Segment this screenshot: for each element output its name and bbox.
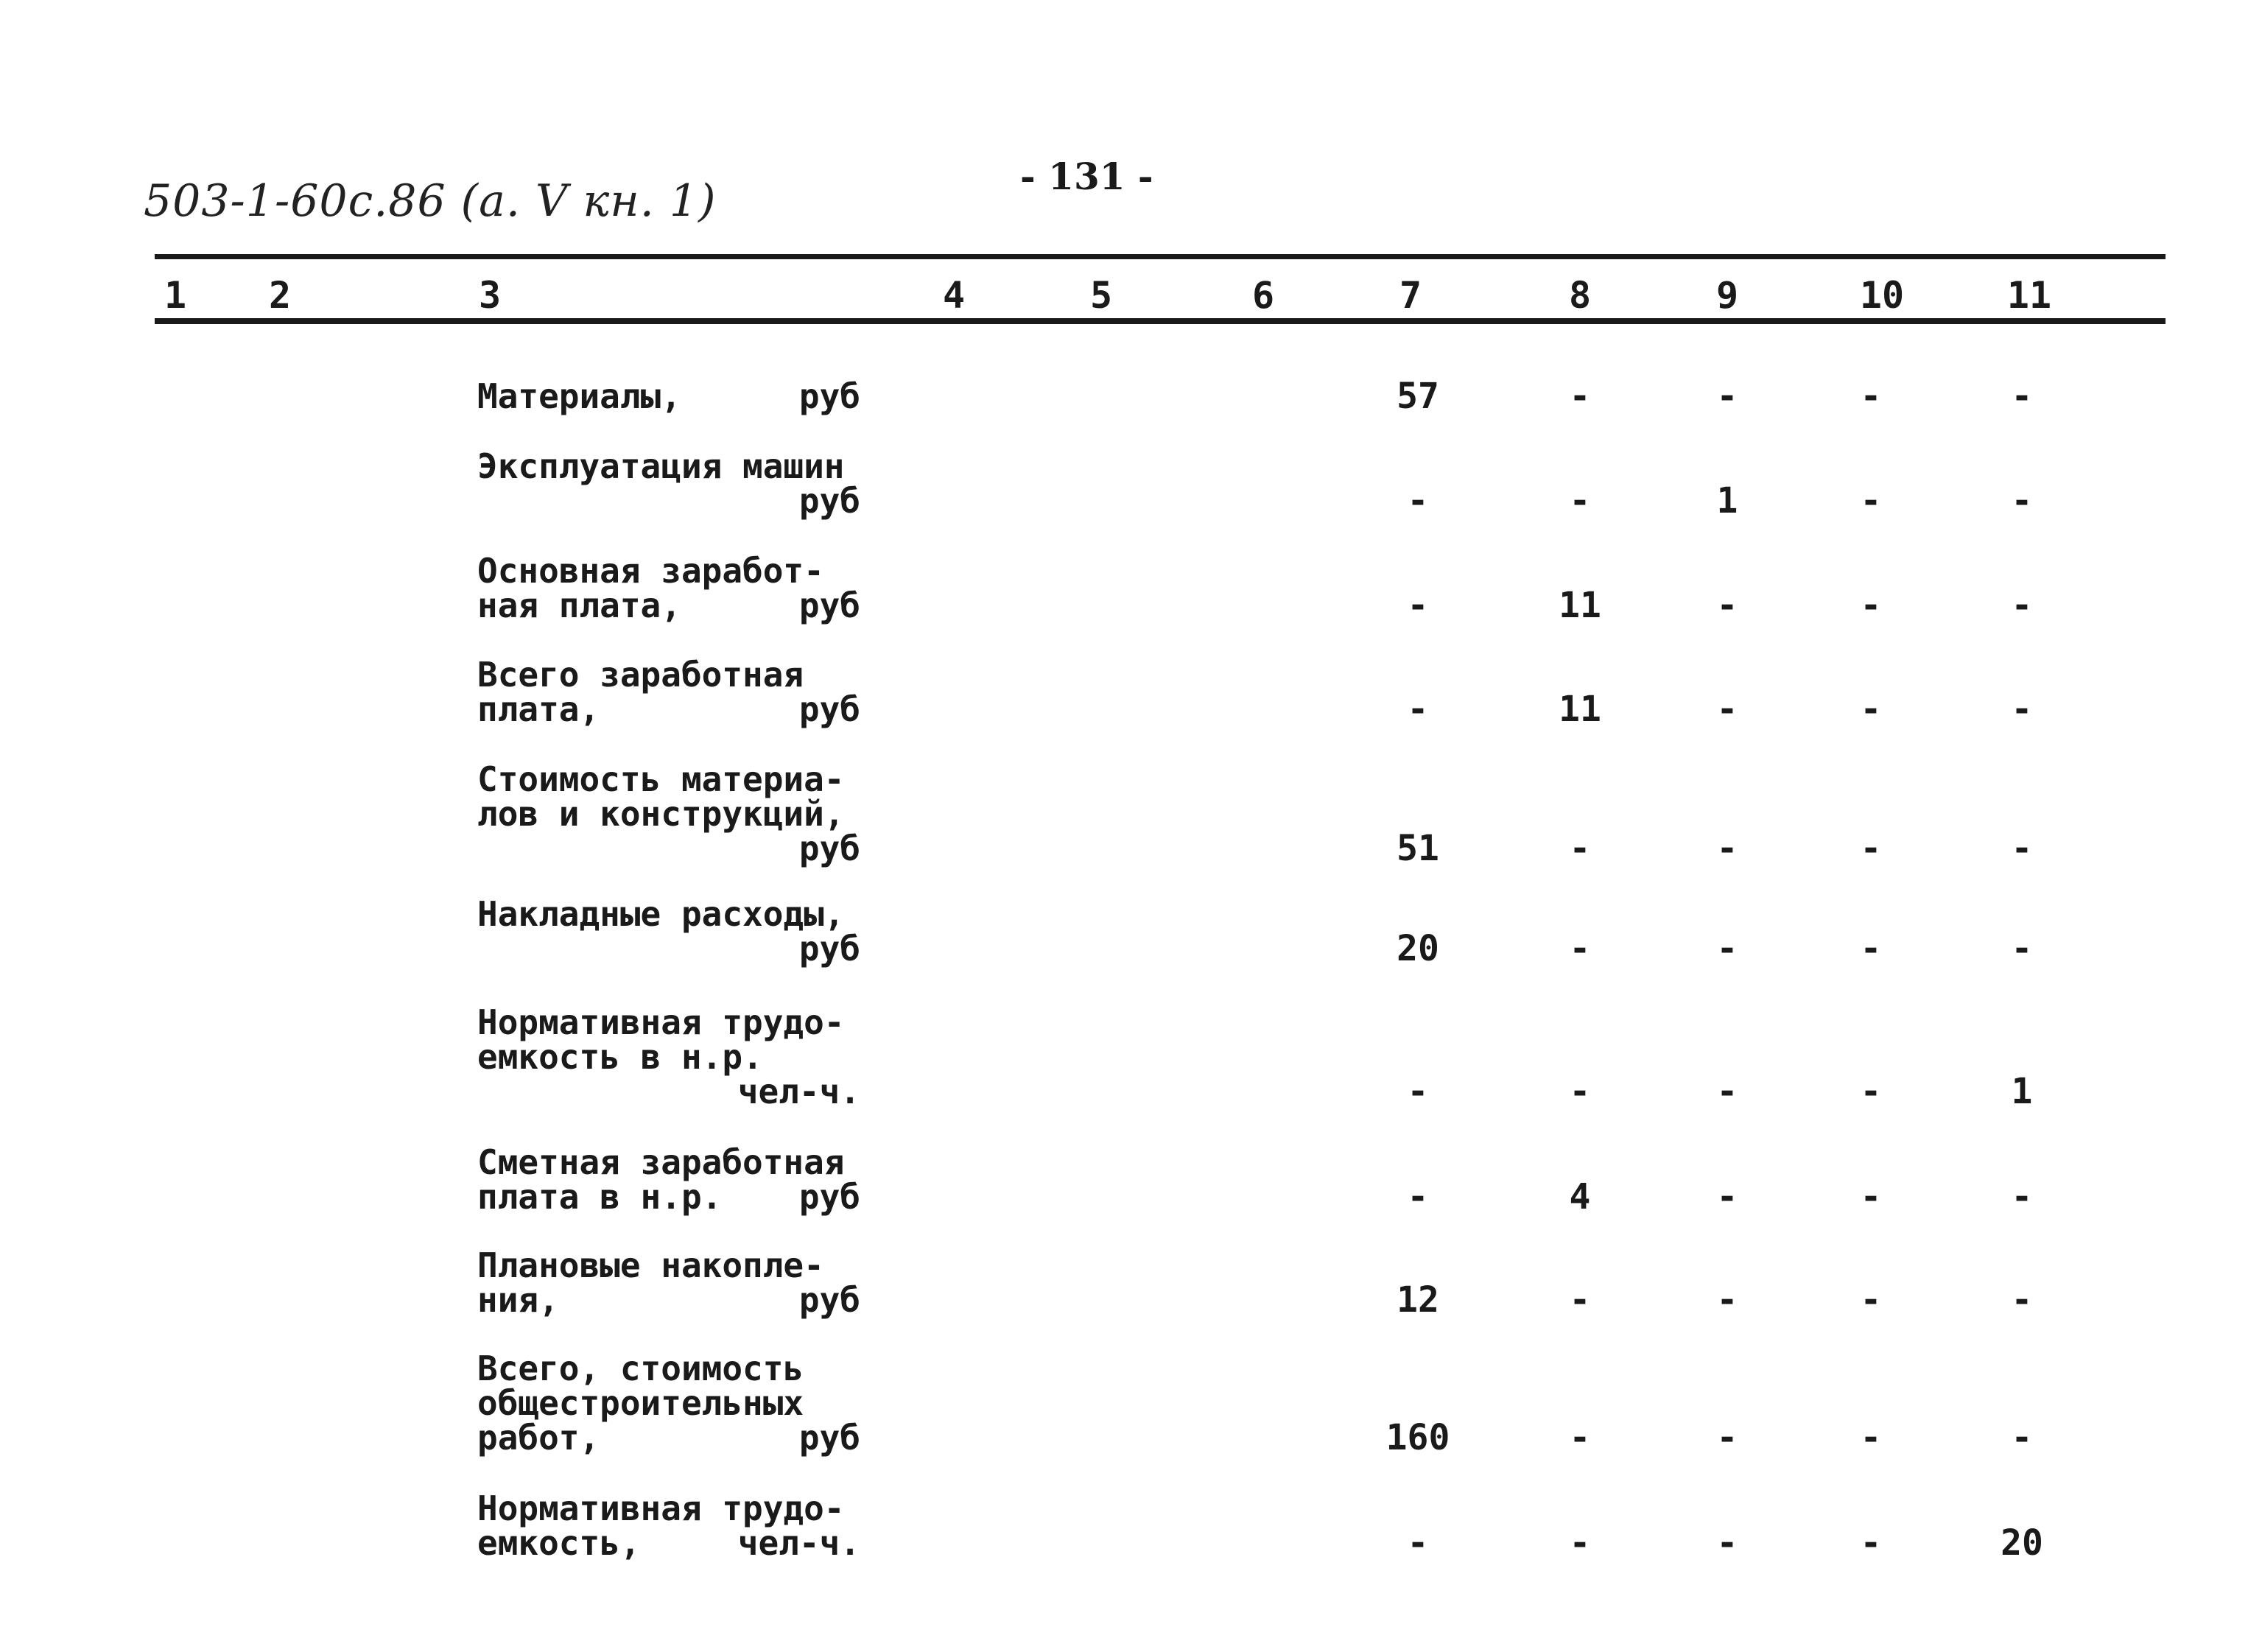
value-col-9: -	[1716, 689, 1738, 730]
row-label-line	[477, 1280, 860, 1320]
value-col-7: 12	[1397, 1279, 1439, 1321]
value-col-8: -	[1569, 1417, 1591, 1458]
row-label-line: Нормативная трудо-	[477, 1488, 845, 1528]
row-label-line: Нормативная трудо-	[477, 1002, 845, 1042]
row-label-text: ния,	[477, 1280, 559, 1320]
value-col-10: -	[1860, 1522, 1882, 1564]
page-number: - 131 -	[1020, 155, 1153, 198]
value-col-10: -	[1860, 1176, 1882, 1217]
value-col-9: -	[1716, 1522, 1738, 1564]
value-col-9: -	[1716, 1176, 1738, 1217]
row-label-text: Материалы,	[477, 376, 681, 416]
value-col-11: -	[2011, 928, 2033, 969]
row-unit: руб	[798, 586, 860, 625]
row-unit: чел-ч.	[737, 1523, 860, 1563]
value-col-8: 11	[1559, 689, 1601, 730]
value-col-9: -	[1716, 828, 1738, 869]
value-col-11: -	[2011, 1417, 2033, 1458]
value-col-8: 4	[1569, 1176, 1591, 1217]
row-label-line	[477, 1418, 860, 1458]
row-label-line: Всего заработная	[477, 655, 804, 695]
row-label-line: Сметная заработная	[477, 1142, 845, 1182]
value-col-11: -	[2011, 480, 2033, 521]
row-label	[477, 446, 860, 521]
row-label-line: лов и конструкций,	[477, 794, 845, 834]
row-label-line: Эксплуатация машин	[477, 446, 845, 486]
row-unit: руб	[798, 1280, 860, 1320]
table-rule-top	[155, 254, 2166, 259]
value-col-7: -	[1407, 1071, 1429, 1112]
value-col-7: -	[1407, 585, 1429, 626]
row-label	[477, 1002, 860, 1111]
column-number-3: 3	[478, 274, 502, 317]
column-number-10: 10	[1859, 274, 1905, 317]
column-number-2: 2	[268, 274, 292, 317]
column-number-11: 11	[2006, 274, 2052, 317]
row-label-line	[477, 689, 860, 729]
row-label	[477, 655, 860, 729]
value-col-7: -	[1407, 689, 1429, 730]
column-number-4: 4	[942, 274, 966, 317]
value-col-11: -	[2011, 828, 2033, 869]
value-col-10: -	[1860, 689, 1882, 730]
row-label	[477, 551, 860, 625]
row-unit: руб	[798, 689, 860, 729]
row-label-line	[477, 376, 860, 416]
row-unit: руб	[798, 829, 860, 868]
value-col-7: 160	[1385, 1417, 1450, 1458]
value-col-9: -	[1716, 1417, 1738, 1458]
column-number-6: 6	[1251, 274, 1275, 317]
value-col-10: -	[1860, 1279, 1882, 1321]
row-unit: руб	[798, 929, 860, 969]
value-col-7: -	[1407, 1522, 1429, 1564]
column-number-7: 7	[1399, 274, 1422, 317]
value-col-11: -	[2011, 1279, 2033, 1321]
value-col-9: -	[1716, 1071, 1738, 1112]
row-label-line: Всего, стоимость	[477, 1349, 804, 1388]
row-label-line	[477, 1523, 860, 1563]
row-unit: руб	[798, 376, 860, 416]
value-col-7: -	[1407, 480, 1429, 521]
value-col-11: -	[2011, 376, 2033, 417]
value-col-10: -	[1860, 1417, 1882, 1458]
document-code: 503-1-60с.86 (а. V кн. 1)	[144, 175, 717, 227]
row-label-line: Основная заработ-	[477, 551, 824, 591]
value-col-8: -	[1569, 1522, 1591, 1564]
row-label-text: ная плата,	[477, 586, 681, 625]
value-col-7: 20	[1397, 928, 1439, 969]
row-label-line: Стоимость материа-	[477, 759, 845, 799]
value-col-10: -	[1860, 376, 1882, 417]
value-col-11: 1	[2011, 1071, 2033, 1112]
row-label-text: работ,	[477, 1418, 600, 1458]
value-col-10: -	[1860, 585, 1882, 626]
value-col-10: -	[1860, 1071, 1882, 1112]
value-col-8: -	[1569, 928, 1591, 969]
value-col-7: 57	[1397, 376, 1439, 417]
value-col-11: 20	[2001, 1522, 2043, 1564]
row-unit: руб	[798, 1177, 860, 1217]
table-rule-bottom	[155, 318, 2166, 324]
row-label	[477, 1245, 860, 1320]
value-col-7: 51	[1397, 828, 1439, 869]
value-col-11: -	[2011, 689, 2033, 730]
column-number-5: 5	[1089, 274, 1113, 317]
row-unit: руб	[798, 481, 860, 521]
row-label-line	[477, 1177, 860, 1217]
value-col-8: -	[1569, 1279, 1591, 1321]
value-col-10: -	[1860, 928, 1882, 969]
value-col-8: -	[1569, 1071, 1591, 1112]
row-label-line: емкость в н.р.	[477, 1037, 763, 1077]
row-unit: чел-ч.	[737, 1072, 860, 1111]
row-label-line: общестроительных	[477, 1383, 804, 1423]
row-label	[477, 894, 860, 969]
value-col-7: -	[1407, 1176, 1429, 1217]
row-label-text: емкость,	[477, 1523, 641, 1563]
row-label	[477, 759, 860, 868]
row-label	[477, 376, 860, 416]
row-label-line: Накладные расходы,	[477, 894, 845, 934]
value-col-10: -	[1860, 828, 1882, 869]
column-number-8: 8	[1568, 274, 1592, 317]
column-number-9: 9	[1715, 274, 1739, 317]
value-col-9: -	[1716, 585, 1738, 626]
value-col-8: -	[1569, 480, 1591, 521]
value-col-9: -	[1716, 376, 1738, 417]
value-col-11: -	[2011, 1176, 2033, 1217]
value-col-9: -	[1716, 928, 1738, 969]
value-col-11: -	[2011, 585, 2033, 626]
column-number-1: 1	[164, 274, 187, 317]
value-col-9: -	[1716, 1279, 1738, 1321]
row-unit: руб	[798, 1418, 860, 1458]
row-label	[477, 1488, 860, 1563]
value-col-8: -	[1569, 828, 1591, 869]
value-col-10: -	[1860, 480, 1882, 521]
row-label-line: Плановые накопле-	[477, 1245, 824, 1285]
row-label	[477, 1142, 860, 1217]
row-label	[477, 1349, 860, 1458]
value-col-8: 11	[1559, 585, 1601, 626]
value-col-9: 1	[1716, 480, 1738, 521]
row-label-text: плата в н.р.	[477, 1177, 723, 1217]
row-label-line	[477, 588, 860, 623]
row-label-text: плата,	[477, 689, 600, 729]
value-col-8: -	[1569, 376, 1591, 417]
